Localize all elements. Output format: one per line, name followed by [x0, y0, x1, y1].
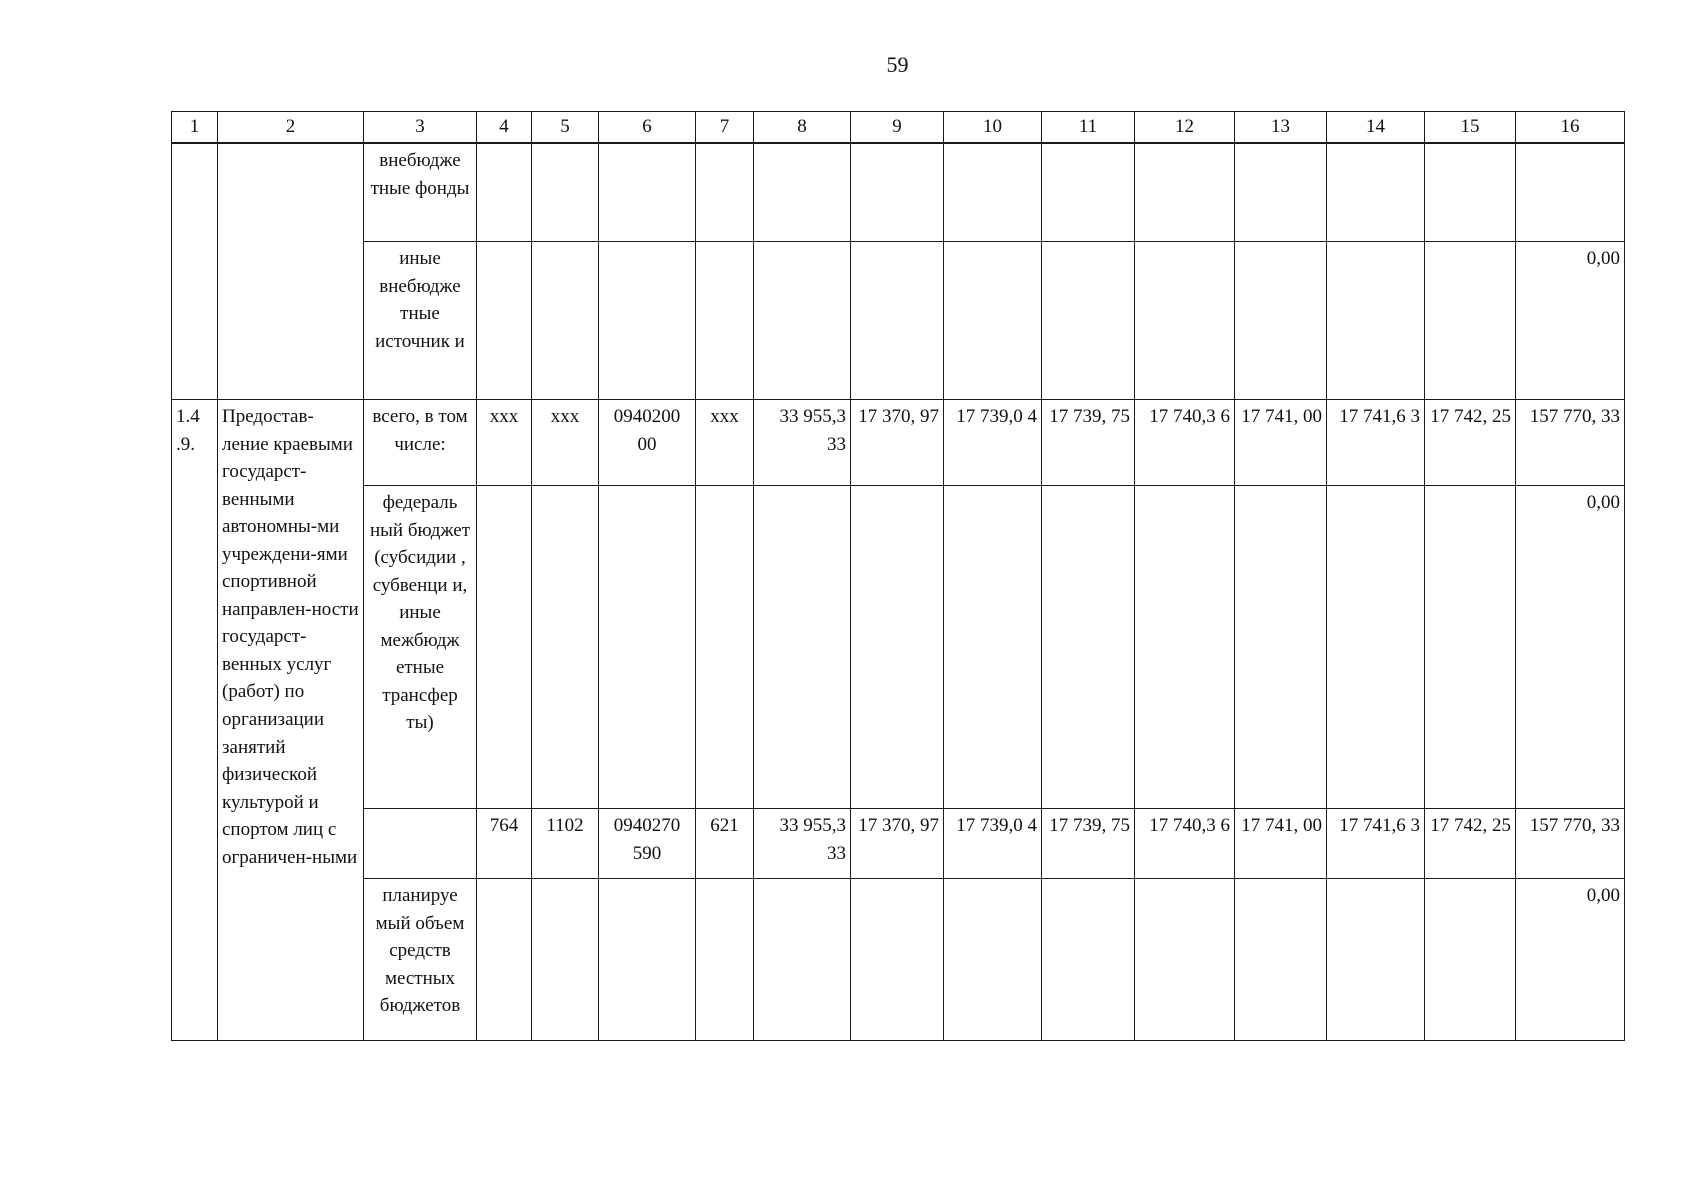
empty-cell: [1327, 486, 1425, 809]
budget-table: [171, 111, 1625, 1041]
empty-cell: [1042, 486, 1135, 809]
empty-cell: [1235, 242, 1327, 400]
table-row: [172, 143, 1625, 242]
section-code-cell: 1102: [532, 809, 599, 879]
empty-cell: [1516, 143, 1625, 242]
table-row: [172, 879, 1625, 1041]
empty-cell: [754, 879, 851, 1041]
empty-cell: [1327, 879, 1425, 1041]
table-row: [172, 486, 1625, 809]
empty-cell: [1135, 879, 1235, 1041]
header-cell: 13: [1235, 112, 1327, 144]
empty-cell: [477, 486, 532, 809]
header-cell: 12: [1135, 112, 1235, 144]
empty-cell: [944, 242, 1042, 400]
empty-cell: [1135, 143, 1235, 242]
empty-cell: [1135, 486, 1235, 809]
total-cell: 0,00: [1516, 242, 1625, 400]
empty-cell: [696, 242, 754, 400]
amount-cell: 33 955,3 33: [754, 809, 851, 879]
target-code-cell: 0940270 590: [599, 809, 696, 879]
empty-cell: [696, 879, 754, 1041]
funding-source-cell: всего, в том числе:: [364, 400, 477, 486]
empty-cell: [1042, 879, 1135, 1041]
empty-cell: [1235, 486, 1327, 809]
empty-cell: [851, 486, 944, 809]
grbs-code-cell: 764: [477, 809, 532, 879]
amount-cell: 33 955,3 33: [754, 400, 851, 486]
empty-cell: [532, 879, 599, 1041]
empty-cell: [599, 879, 696, 1041]
table-row: [172, 242, 1625, 400]
empty-cell: [1425, 242, 1516, 400]
empty-cell: [1135, 242, 1235, 400]
funding-source-cell: федераль ный бюджет (субсидии , субвенци и, иные межбюдж етные трансфер ты): [364, 486, 477, 809]
table-row: [172, 809, 1625, 879]
amount-cell: 17 740,3 6: [1135, 809, 1235, 879]
amount-cell: 17 739,0 4: [944, 809, 1042, 879]
empty-cell: [599, 486, 696, 809]
empty-cell: [599, 143, 696, 242]
amount-cell: 17 741,6 3: [1327, 400, 1425, 486]
header-cell: 1: [172, 112, 218, 144]
expense-type-cell: ххх: [696, 400, 754, 486]
header-row: [172, 112, 1625, 144]
empty-cell: [532, 486, 599, 809]
empty-cell: [1042, 242, 1135, 400]
empty-cell: [477, 143, 532, 242]
amount-cell: 17 370, 97: [851, 400, 944, 486]
empty-cell: [696, 143, 754, 242]
empty-cell: [1425, 143, 1516, 242]
total-cell: 157 770, 33: [1516, 400, 1625, 486]
empty-cell: [851, 242, 944, 400]
empty-cell: [477, 242, 532, 400]
funding-source-cell: [364, 809, 477, 879]
amount-cell: 17 739, 75: [1042, 809, 1135, 879]
empty-cell: [754, 143, 851, 242]
header-cell: 7: [696, 112, 754, 144]
grbs-code-cell: ххх: [477, 400, 532, 486]
header-cell: 5: [532, 112, 599, 144]
header-cell: 6: [599, 112, 696, 144]
empty-cell: [944, 486, 1042, 809]
empty-cell: [477, 879, 532, 1041]
table-row: [172, 400, 1625, 486]
empty-cell: [1327, 242, 1425, 400]
amount-cell: 17 740,3 6: [1135, 400, 1235, 486]
header-cell: 14: [1327, 112, 1425, 144]
empty-cell: [851, 879, 944, 1041]
empty-cell: [1327, 143, 1425, 242]
empty-cell: [532, 143, 599, 242]
amount-cell: 17 741,6 3: [1327, 809, 1425, 879]
amount-cell: 17 742, 25: [1425, 400, 1516, 486]
total-cell: 157 770, 33: [1516, 809, 1625, 879]
total-cell: 0,00: [1516, 486, 1625, 809]
header-cell: 4: [477, 112, 532, 144]
item-name-cell: Предостав-ление краевыми государст-венными автономны-ми учреждени-ями спортивной направлен-ности государст-венных услуг (работ) по организации занятий физической культурой и спортом лиц с ограничен-ными: [218, 400, 364, 1041]
header-cell: 10: [944, 112, 1042, 144]
page-number: 59: [886, 52, 909, 77]
header-cell: 8: [754, 112, 851, 144]
expense-type-cell: 621: [696, 809, 754, 879]
empty-cell: [754, 242, 851, 400]
total-cell: 0,00: [1516, 879, 1625, 1041]
empty-cell: [944, 879, 1042, 1041]
empty-cell: [944, 143, 1042, 242]
empty-cell: [532, 242, 599, 400]
empty-cell: [696, 486, 754, 809]
amount-cell: 17 739, 75: [1042, 400, 1135, 486]
amount-cell: 17 739,0 4: [944, 400, 1042, 486]
empty-cell: [754, 486, 851, 809]
empty-cell: [851, 143, 944, 242]
target-code-cell: 0940200 00: [599, 400, 696, 486]
section-code-cell: ххх: [532, 400, 599, 486]
amount-cell: 17 742, 25: [1425, 809, 1516, 879]
funding-source-cell: планируе мый объем средств местных бюджетов: [364, 879, 477, 1041]
amount-cell: 17 370, 97: [851, 809, 944, 879]
header-cell: 15: [1425, 112, 1516, 144]
amount-cell: 17 741, 00: [1235, 400, 1327, 486]
header-cell: 2: [218, 112, 364, 144]
empty-cell: [1425, 486, 1516, 809]
item-number-cell: 1.4 .9.: [172, 400, 218, 1041]
item-number-cell: [172, 143, 218, 400]
empty-cell: [1235, 143, 1327, 242]
empty-cell: [599, 242, 696, 400]
header-cell: 3: [364, 112, 477, 144]
amount-cell: 17 741, 00: [1235, 809, 1327, 879]
item-name-cell: [218, 143, 364, 400]
empty-cell: [1235, 879, 1327, 1041]
header-cell: 9: [851, 112, 944, 144]
funding-source-cell: иные внебюдже тные источник и: [364, 242, 477, 400]
funding-source-cell: внебюдже тные фонды: [364, 143, 477, 242]
empty-cell: [1425, 879, 1516, 1041]
empty-cell: [1042, 143, 1135, 242]
header-cell: 16: [1516, 112, 1625, 144]
header-cell: 11: [1042, 112, 1135, 144]
